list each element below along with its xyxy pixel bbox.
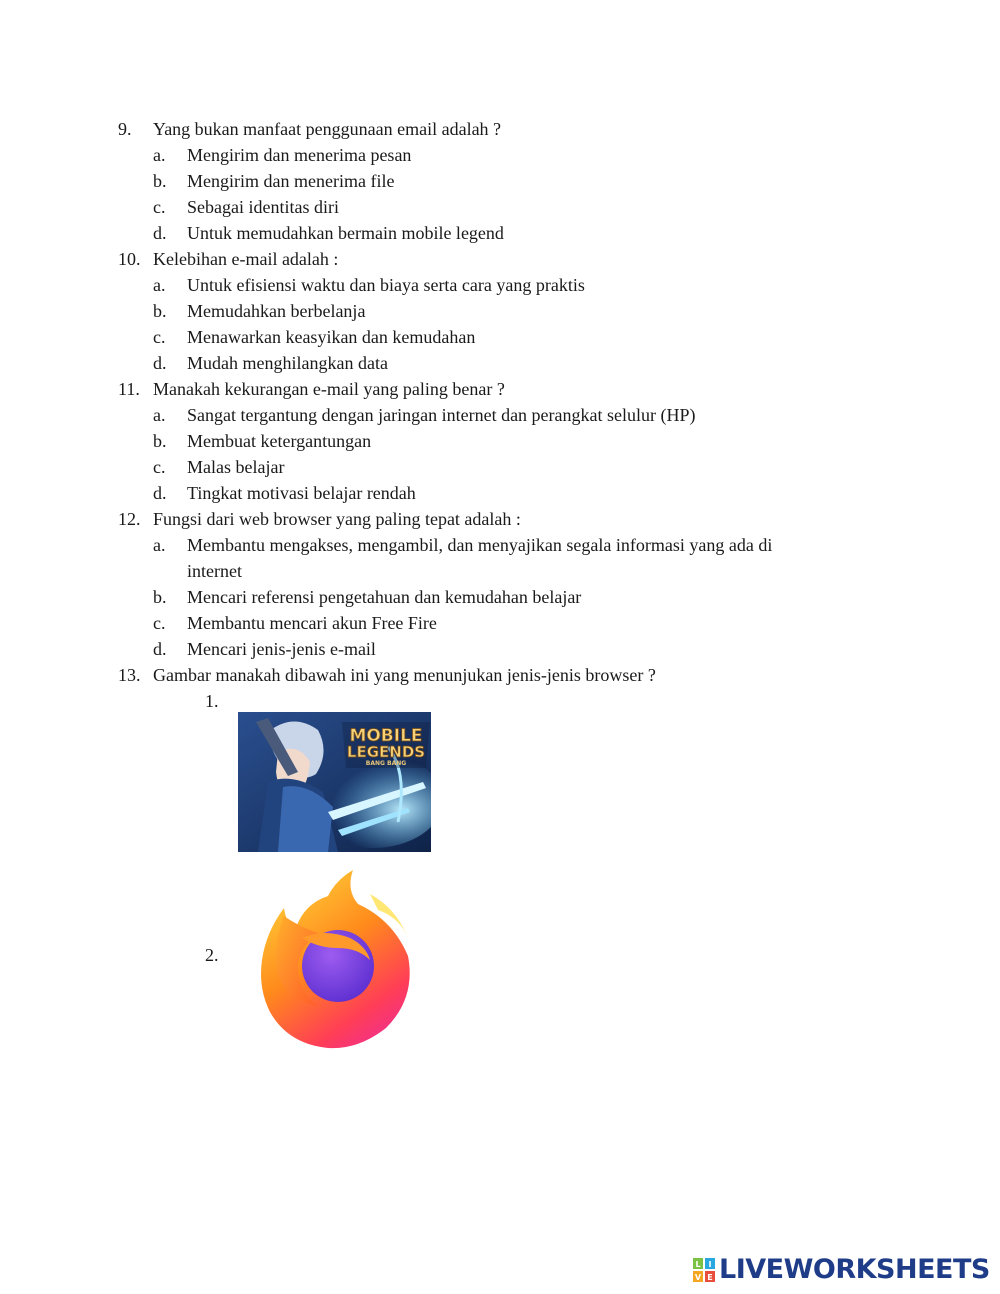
question-12 [118,506,521,532]
image-label-2: 2. [205,945,219,965]
badge-letter: L [695,1259,701,1269]
option-12b: b. Mencari referensi pengetahuan dan kemudahan belajar [153,587,582,607]
option-11a: a. Sangat tergantung dengan jaringan internet dan perangkat selulur (HP) [153,405,696,425]
option-9a: a. Mengirim dan menerima pesan [153,145,412,165]
option-11d: d. Tingkat motivasi belajar rendah [153,483,416,503]
option-10b: b. Memudahkan berbelanja [153,301,366,321]
question-11 [118,376,505,402]
question-text: Manakah kekurangan e-mail yang paling benar ? [153,379,505,399]
option-10a: a. Untuk efisiensi waktu dan biaya serta cara yang praktis [153,275,585,295]
question-number: 11. [118,379,140,399]
firefox-logo-icon [258,868,420,1050]
question-13 [118,662,656,688]
liveworksheets-badge-icon [693,1258,715,1282]
question-10 [118,246,338,272]
option-12c: c. Membantu mencari akun Free Fire [153,613,437,633]
option-9b: b. Mengirim dan menerima file [153,171,395,191]
option-11b: b. Membuat ketergantungan [153,431,372,451]
mobile-legends-image [238,712,431,852]
ml-logo-line2: LEGENDS [346,743,426,761]
question-text: Gambar manakah dibawah ini yang menunjukan jenis-jenis browser ? [153,665,656,685]
question-text: Yang bukan manfaat penggunaan email adalah ? [153,119,502,139]
image-label-1: 1. [205,691,219,711]
question-9 [118,116,501,142]
badge-letter: I [708,1259,712,1269]
option-12d: d. Mencari jenis-jenis e-mail [153,639,376,659]
option-11c: c. Malas belajar [153,457,285,477]
ml-logo-line3: BANG BANG [365,760,407,767]
question-text: Fungsi dari web browser yang paling tepat adalah : [153,509,521,529]
badge-letter: V [694,1272,702,1282]
option-12a-continuation: internet [187,561,242,581]
question-number: 9. [118,119,132,139]
liveworksheets-logo-text: LIVEWORKSHEETS [719,1254,990,1285]
option-10c: c. Menawarkan keasyikan dan kemudahan [153,327,476,347]
liveworksheets-brand [693,1254,990,1285]
option-9d: d. Untuk memudahkan bermain mobile legend [153,223,504,243]
question-number: 10. [118,249,141,269]
question-number: 12. [118,509,141,529]
question-number: 13. [118,665,141,685]
option-9c: c. Sebagai identitas diri [153,197,339,217]
option-12a: a. Membantu mengakses, mengambil, dan menyajikan segala informasi yang ada di [153,535,773,555]
option-10d: d. Mudah menghilangkan data [153,353,388,373]
ml-logo-line1: MOBILE [349,726,423,746]
question-text: Kelebihan e-mail adalah : [153,249,339,269]
badge-letter: E [707,1272,713,1282]
